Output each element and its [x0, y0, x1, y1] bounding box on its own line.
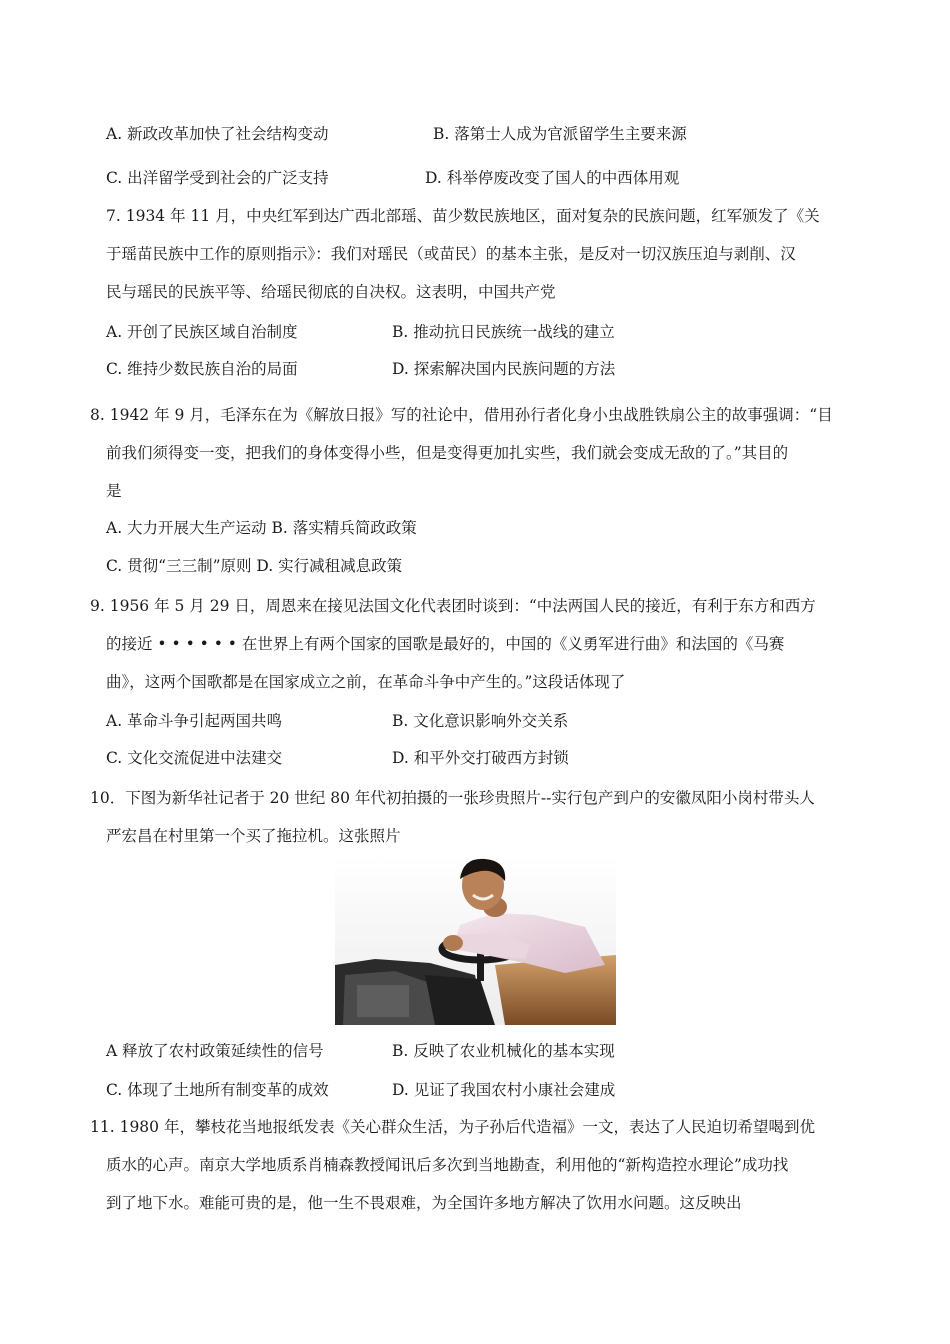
q9-stem-line-2: 的接近 • • • • • • 在世界上有两个国家的国歌是最好的，中国的《义勇军进行曲》和法国的《马赛: [106, 635, 785, 653]
q8-stem-line-3: 是: [106, 482, 122, 500]
q11-stem-line-2: 质水的心声。南京大学地质系肖楠森教授闻讯后多次到当地勘查，利用他的“新构造控水理论”成功找: [106, 1156, 789, 1174]
q9-option-b: B. 文化意识影响外交关系: [392, 712, 569, 730]
q7-option-d: D. 探索解决国内民族问题的方法: [392, 360, 616, 378]
q6-option-d: D. 科举停废改变了国人的中西体用观: [425, 169, 680, 187]
q8-stem-line-2: 前我们须得变一变，把我们的身体变得小些，但是变得更加扎实些，我们就会变成无敌的了。”其目的: [106, 444, 789, 462]
steering-column: [477, 951, 484, 981]
q9-stem-line-1: 9. 1956 年 5 月 29 日，周恩来在接见法国文化代表团时谈到：“中法两国人民的接近，有利于东方和西方: [90, 597, 816, 615]
q8-options-cd: C. 贯彻“三三制”原则 D. 实行减租减息政策: [106, 557, 403, 575]
q7-option-a: A. 开创了民族区域自治制度: [106, 323, 298, 341]
q9-option-d: D. 和平外交打破西方封锁: [392, 749, 569, 767]
q10-option-b: B. 反映了农业机械化的基本实现: [392, 1042, 615, 1060]
q8-options-ab: A. 大力开展大生产运动 B. 落实精兵简政政策: [106, 519, 417, 537]
q10-option-a: A 释放了农村政策延续性的信号: [106, 1042, 324, 1060]
q7-stem-line-2: 于瑶苗民族中工作的原则指示》：我们对瑶民（或苗民）的基本主张，是反对一切汉族压迫与剥削、汉: [106, 245, 796, 263]
q10-option-c: C. 体现了土地所有制变革的成效: [106, 1081, 329, 1099]
man-hand: [443, 935, 463, 951]
q10-option-d: D. 见证了我国农村小康社会建成: [392, 1081, 616, 1099]
q11-stem-line-1: 11. 1980 年，攀枝花当地报纸发表《关心群众生活，为子孙后代造福》一文，表达了人民迫切希望喝到优: [90, 1118, 815, 1136]
q6-option-b: B. 落第士人成为官派留学生主要来源: [433, 125, 687, 143]
q8-stem-line-1: 8. 1942 年 9 月，毛泽东在为《解放日报》写的社论中，借用孙行者化身小虫战胜铁扇公主的故事强调：“目: [90, 406, 833, 424]
q7-stem-line-3: 民与瑶民的民族平等、给瑶民彻底的自决权。这表明，中国共产党: [106, 283, 556, 301]
tractor-photo: [335, 855, 616, 1025]
q7-stem-line-1: 7. 1934 年 11 月，中央红军到达广西北部瑶、苗少数民族地区，面对复杂的民族问题，红军颁发了《关: [106, 207, 820, 225]
q7-option-b: B. 推动抗日民族统一战线的建立: [392, 323, 615, 341]
q9-stem-line-3: 曲》，这两个国歌都是在国家成立之前，在革命斗争中产生的。”这段话体现了: [106, 673, 626, 691]
q9-option-a: A. 革命斗争引起两国共鸣: [106, 712, 283, 730]
q10-stem-line-2: 严宏昌在村里第一个买了拖拉机。这张照片: [106, 827, 401, 845]
q10-stem-line-1: 10．下图为新华社记者于 20 世纪 80 年代初拍摄的一张珍贵照片--实行包产到户的安徽凤阳小岗村带头人: [90, 789, 815, 807]
q7-option-c: C. 维持少数民族自治的局面: [106, 360, 298, 378]
q6-option-a: A. 新政改革加快了社会结构变动: [106, 125, 329, 143]
q6-option-c: C. 出洋留学受到社会的广泛支持: [106, 169, 329, 187]
tractor-grille: [357, 985, 409, 1017]
q11-stem-line-3: 到了地下水。难能可贵的是，他一生不畏艰难，为全国许多地方解决了饮用水问题。这反映出: [106, 1194, 742, 1212]
q9-option-c: C. 文化交流促进中法建交: [106, 749, 283, 767]
